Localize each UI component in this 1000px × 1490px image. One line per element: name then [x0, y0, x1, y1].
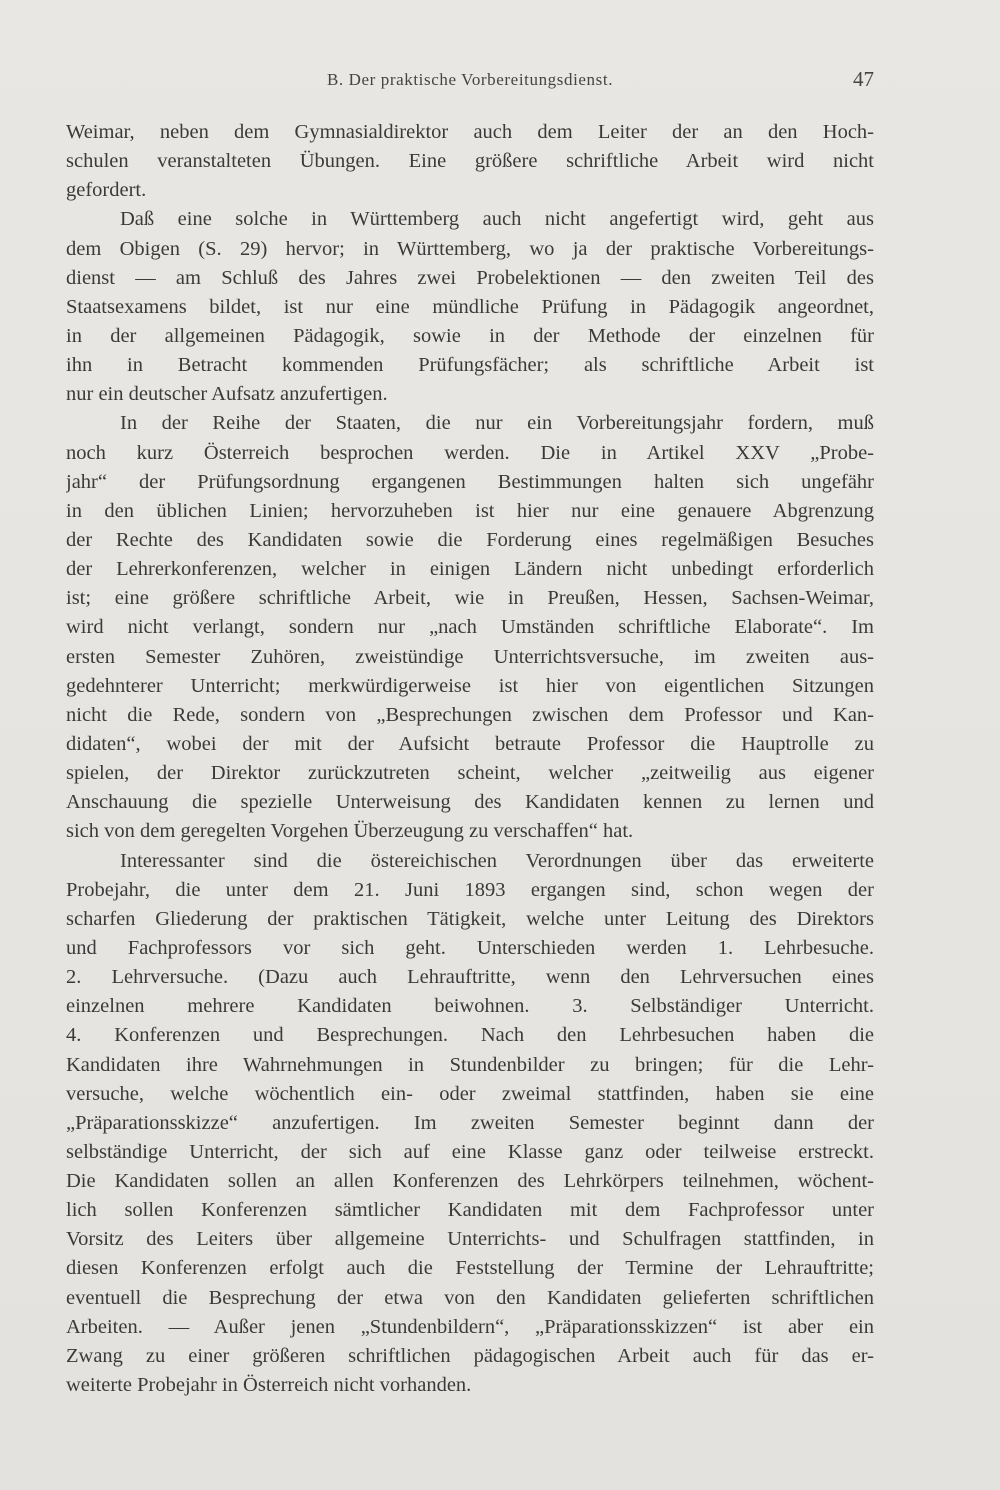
text-line: versuche, welche wöchentlich ein- oder zweimal stattfinden, haben sie eine [66, 1082, 874, 1105]
page-number: 47 [853, 67, 874, 91]
text-line: Zwang zu einer größeren schriftlichen pädagogischen Arbeit auch für das er- [66, 1344, 874, 1367]
text-line: der Lehrerkonferenzen, welcher in einigen Ländern nicht unbedingt erforderlich [66, 558, 874, 581]
text-line: lich sollen Konferenzen sämtlicher Kandidaten mit dem Fachprofessor unter [66, 1199, 874, 1222]
text-line: dienst — am Schluß des Jahres zwei Probelektionen — den zweiten Teil des [66, 266, 874, 289]
text-line: Arbeiten. — Außer jenen „Stundenbildern“, „Präparationsskizzen“ ist aber ein [66, 1315, 874, 1338]
text-line: nur ein deutscher Aufsatz anzufertigen. [66, 383, 388, 406]
text-line: wird nicht verlangt, sondern nur „nach Umständen schriftliche Elaborate“. Im [66, 616, 874, 639]
text-line: gefordert. [66, 179, 147, 202]
text-line: selbständige Unterricht, der sich auf eine Klasse ganz oder teilweise erstreckt. [66, 1140, 874, 1163]
text-line: schulen veranstalteten Übungen. Eine größere schriftliche Arbeit wird nicht [66, 150, 874, 173]
text-line: Vorsitz des Leiters über allgemeine Unterrichts- und Schulfragen stattfinden, in [66, 1228, 874, 1251]
text-line: Die Kandidaten sollen an allen Konferenzen des Lehrkörpers teilnehmen, wöchent- [66, 1170, 874, 1193]
text-line: dem Obigen (S. 29) hervor; in Württemberg, wo ja der praktische Vorbereitungs- [66, 237, 874, 260]
text-line: der Rechte des Kandidaten sowie die Forderung eines regelmäßigen Besuches [66, 528, 874, 551]
text-line: ihn in Betracht kommenden Prüfungsfächer; als schriftliche Arbeit ist [66, 354, 874, 377]
text-line: 2. Lehrversuche. (Dazu auch Lehrauftritte, wenn den Lehrversuchen eines [66, 966, 874, 989]
text-line: 4. Konferenzen und Besprechungen. Nach den Lehrbesuchen haben die [66, 1024, 874, 1047]
text-line: eventuell die Besprechung der etwa von den Kandidaten gelieferten schriftlichen [66, 1286, 874, 1309]
text-line: Staatsexamens bildet, ist nur eine mündliche Prüfung in Pädagogik angeordnet, [66, 295, 874, 318]
page-header [66, 67, 874, 100]
text-line: weiterte Probejahr in Österreich nicht vorhanden. [66, 1374, 472, 1397]
text-line: „Präparationsskizze“ anzufertigen. Im zweiten Semester beginnt dann der [66, 1111, 874, 1134]
text-line: in den üblichen Linien; hervorzuheben ist hier nur eine genauere Abgrenzung [66, 499, 874, 522]
text-line: Interessanter sind die östereichischen Verordnungen über das erweiterte [120, 849, 874, 872]
text-line: sich von dem geregelten Vorgehen Überzeugung zu verschaffen“ hat. [66, 820, 634, 843]
body-text [66, 118, 874, 1400]
text-line: ist; eine größere schriftliche Arbeit, wie in Preußen, Hessen, Sachsen-Weimar, [66, 587, 874, 610]
text-line: didaten“, wobei der mit der Aufsicht betraute Professor die Hauptrolle zu [66, 732, 874, 755]
text-line: nicht die Rede, sondern von „Besprechungen zwischen dem Professor und Kan- [66, 703, 874, 726]
text-line: diesen Konferenzen erfolgt auch die Feststellung der Termine der Lehrauftritte; [66, 1257, 874, 1280]
text-line: In der Reihe der Staaten, die nur ein Vorbereitungsjahr fordern, muß [120, 412, 874, 435]
text-line: Anschauung die spezielle Unterweisung des Kandidaten kennen zu lernen und [66, 791, 874, 814]
text-line: scharfen Gliederung der praktischen Tätigkeit, welche unter Leitung des Direktors [66, 907, 874, 930]
text-line: spielen, der Direktor zurückzutreten scheint, welcher „zeitweilig aus eigener [66, 762, 874, 785]
text-line: gedehnterer Unterricht; merkwürdigerweise ist hier von eigentlichen Sitzungen [66, 674, 874, 697]
text-line: jahr“ der Prüfungsordnung ergangenen Bestimmungen halten sich ungefähr [66, 470, 874, 493]
text-line: Daß eine solche in Württemberg auch nicht angefertigt wird, geht aus [120, 208, 874, 231]
text-line: Probejahr, die unter dem 21. Juni 1893 ergangen sind, schon wegen der [66, 878, 874, 901]
text-line: und Fachprofessors vor sich geht. Unterschieden werden 1. Lehrbesuche. [66, 936, 874, 959]
text-line: Kandidaten ihre Wahrnehmungen in Stundenbilder zu bringen; für die Lehr- [66, 1053, 874, 1076]
text-line: ersten Semester Zuhören, zweistündige Unterrichtsversuche, im zweiten aus- [66, 645, 874, 668]
text-line: noch kurz Österreich besprochen werden. Die in Artikel XXV „Probe- [66, 441, 874, 464]
text-line: Weimar, neben dem Gymnasialdirektor auch dem Leiter der an den Hoch- [66, 121, 874, 143]
running-head: B. Der praktische Vorbereitungsdienst. [326, 70, 614, 89]
text-line: einzelnen mehrere Kandidaten beiwohnen. 3. Selbständiger Unterricht. [66, 995, 874, 1018]
text-line: in der allgemeinen Pädagogik, sowie in der Methode der einzelnen für [66, 324, 874, 347]
